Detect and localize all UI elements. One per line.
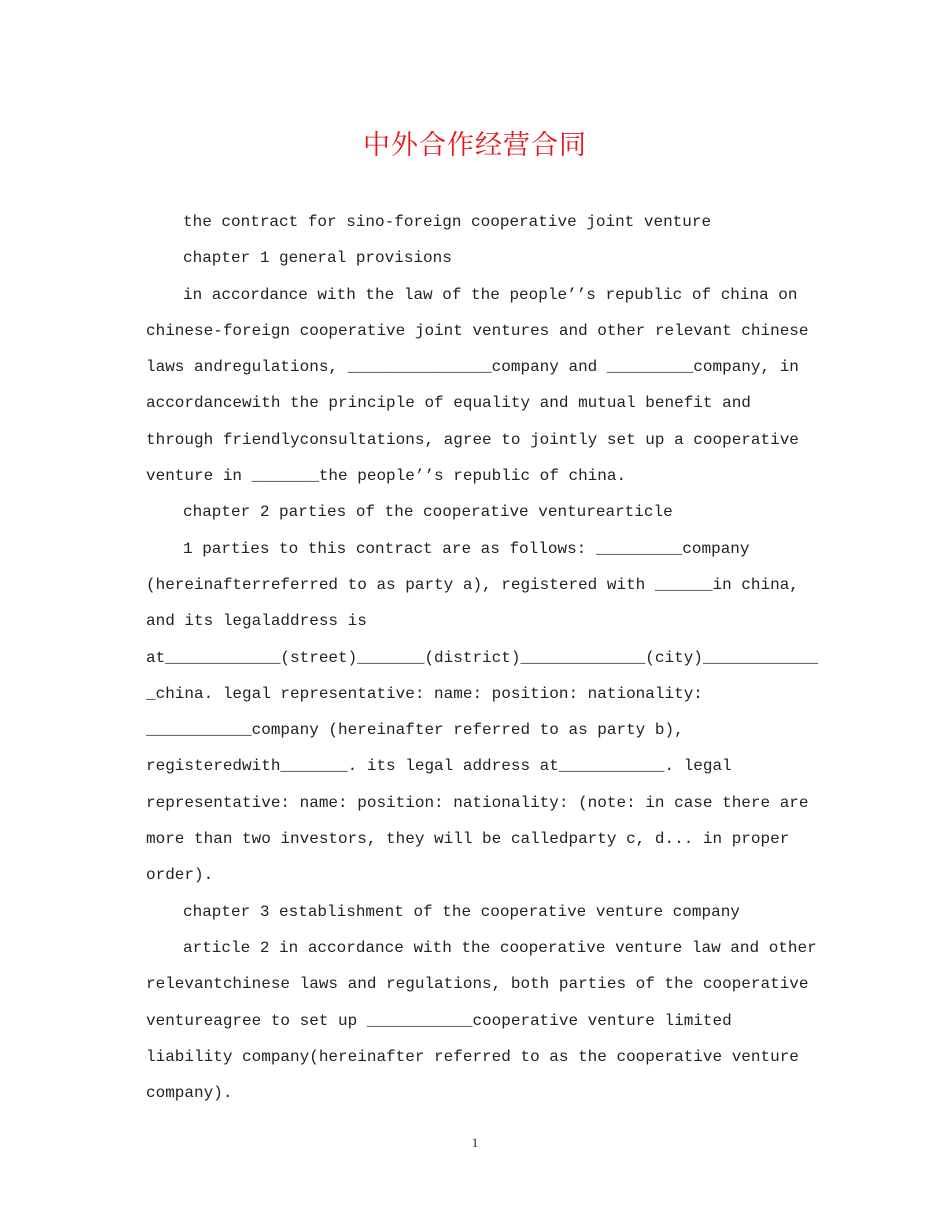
text-line: chinese-foreign cooperative joint ventures and other relevant chinese: [146, 321, 809, 340]
text-line: article 2 in accordance with the cooperative venture law and other: [183, 938, 817, 957]
text-line: relevantchinese laws and regulations, both parties of the cooperative: [146, 975, 809, 994]
page-number: 1: [471, 1135, 479, 1150]
text-line: accordancewith the principle of equality and mutual benefit and: [146, 394, 751, 413]
text-line: company).: [146, 1084, 233, 1103]
text-line: the contract for sino-foreign cooperative joint venture: [183, 213, 712, 231]
text-line: through friendlyconsultations, agree to jointly set up a cooperative: [146, 430, 799, 449]
text-line: and its legaladdress is: [146, 612, 367, 631]
text-line: _china. legal representative: name: position: nationality:: [146, 684, 703, 703]
text-line: chapter 3 establishment of the cooperative venture company: [183, 902, 740, 921]
text-line: 1 parties to this contract are as follows: _________company: [183, 539, 750, 558]
text-line: (hereinafterreferred to as party a), registered with ______in china,: [146, 575, 799, 594]
text-line: in accordance with the law of the people’’s republic of china on: [183, 285, 798, 304]
text-line: order).: [146, 866, 214, 885]
text-line: registeredwith_______. its legal address at___________. legal: [146, 757, 732, 776]
document-body: [146, 204, 819, 1111]
text-line: ___________company (hereinafter referred to as party b),: [146, 721, 684, 740]
text-line: liability company(hereinafter referred to as the cooperative venture: [146, 1047, 799, 1066]
text-line: venture in _______the people’’s republic of china.: [146, 467, 627, 486]
text-line: representative: name: position: nationality: (note: in case there are: [146, 793, 809, 812]
text-line: at____________(street)_______(district)_____________(city)____________: [146, 648, 819, 667]
text-line: chapter 2 parties of the cooperative venturearticle: [183, 503, 673, 522]
page-title: 中外合作经营合同: [363, 130, 587, 161]
text-line: chapter 1 general provisions: [183, 249, 452, 268]
text-line: laws andregulations, _______________company and _________company, in: [146, 358, 799, 377]
text-line: more than two investors, they will be calledparty c, d... in proper: [146, 830, 790, 849]
text-line: ventureagree to set up ___________cooperative venture limited: [146, 1011, 732, 1030]
